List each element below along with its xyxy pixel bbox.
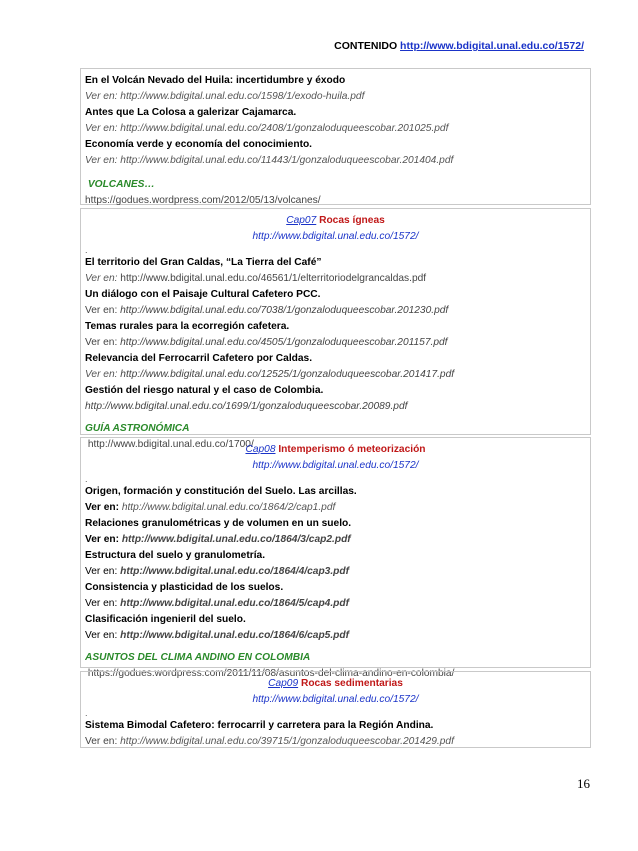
chapter-code-link[interactable]: Cap07	[286, 215, 317, 226]
item-link[interactable]: http://www.bdigital.unal.edu.co/1699/1/gonzaloduqueescobar.20089.pdf	[85, 401, 408, 412]
item-title: Relaciones granulométricas y de volumen en un suelo.	[85, 518, 352, 529]
item-title: Estructura del suelo y granulometría.	[85, 550, 266, 561]
content-block-cap09	[80, 671, 591, 748]
chapter-url[interactable]: http://www.bdigital.unal.edu.co/1572/	[252, 460, 419, 471]
page-header	[334, 40, 584, 52]
page-number: 16	[577, 776, 590, 791]
item-title: Economía verde y economía del conocimiento.	[85, 139, 313, 150]
chapter-url[interactable]: http://www.bdigital.unal.edu.co/1572/	[252, 694, 419, 705]
ref-label: Ver en:	[85, 534, 119, 545]
chapter-url[interactable]: http://www.bdigital.unal.edu.co/1572/	[252, 231, 419, 242]
section-title: ASUNTOS DEL CLIMA ANDINO EN COLOMBIA	[85, 652, 311, 663]
item-link[interactable]: http://www.bdigital.unal.edu.co/1864/6/cap5.pdf	[117, 630, 349, 641]
item-title: Origen, formación y constitución del Suelo. Las arcillas.	[85, 486, 357, 497]
ref-label: Ver en:	[85, 598, 118, 609]
item-link[interactable]: http://www.bdigital.unal.edu.co/1864/5/cap4.pdf	[117, 598, 349, 609]
dot-marker: .	[85, 708, 88, 718]
section-link[interactable]: https://godues.wordpress.com/2012/05/13/volcanes/	[85, 195, 321, 206]
item-title: En el Volcán Nevado del Huila: incertidumbre y éxodo	[85, 75, 346, 86]
chapter-code-link[interactable]: Cap09	[268, 678, 299, 689]
section-link-text[interactable]: http://www.bdigital.unal.edu.co/1700/	[87, 439, 254, 450]
chapter-title: Rocas ígneas	[319, 215, 385, 226]
item-title: Antes que La Colosa a galerizar Cajamarca.	[85, 107, 297, 118]
header-label: CONTENIDO	[334, 40, 398, 52]
section-title-text: VOLCANES…	[87, 179, 155, 190]
item-link[interactable]: Ver en: http://www.bdigital.unal.edu.co/11443/1/gonzaloduqueescobar.201404.pdf	[85, 155, 454, 166]
chapter-code-link[interactable]: Cap08	[245, 444, 276, 455]
item-link[interactable]: Ver en: http://www.bdigital.unal.edu.co/2408/1/gonzaloduqueescobar.201025.pdf	[85, 123, 449, 134]
item-link[interactable]: http://www.bdigital.unal.edu.co/1864/4/cap3.pdf	[117, 566, 349, 577]
content-block-cap08	[80, 437, 591, 679]
ref-label: Ver en:	[85, 736, 118, 747]
item-link[interactable]: http://www.bdigital.unal.edu.co/1864/2/cap1.pdf	[118, 502, 336, 513]
item-title: Relevancia del Ferrocarril Cafetero por Caldas.	[85, 353, 313, 364]
section-title: GUÍA ASTRONÓMICA	[85, 423, 190, 434]
item-title: Gestión del riesgo natural y el caso de Colombia.	[85, 385, 324, 396]
ref-label: Ver en:	[85, 630, 118, 641]
header-link[interactable]: http://www.bdigital.unal.edu.co/1572/	[400, 40, 584, 52]
dot-marker: .	[85, 474, 88, 484]
section-link-text[interactable]: https://godues.wordpress.com/2011/11/08/asuntos-del-clima-andino-en-colombia/	[87, 668, 455, 679]
item-title: Temas rurales para la ecorregión cafetera.	[85, 321, 290, 332]
ref-label: Ver en:	[85, 369, 118, 380]
item-title: Un diálogo con el Paisaje Cultural Cafetero PCC.	[85, 289, 321, 300]
chapter-heading	[85, 213, 586, 229]
chapter-heading	[85, 676, 586, 692]
ref-label: Ver en:	[85, 502, 119, 513]
chapter-heading	[85, 442, 586, 458]
dot-marker: .	[85, 245, 88, 255]
item-link[interactable]: http://www.bdigital.unal.edu.co/7038/1/gonzaloduqueescobar.201230.pdf	[117, 305, 449, 316]
item-link[interactable]: http://www.bdigital.unal.edu.co/1864/3/cap2.pdf	[118, 534, 351, 545]
chapter-title: Rocas sedimentarias	[300, 678, 403, 689]
chapter-title: Intemperismo ó meteorización	[278, 444, 426, 455]
item-title: Consistencia y plasticidad de los suelos.	[85, 582, 284, 593]
item-link[interactable]: http://www.bdigital.unal.edu.co/12525/1/gonzaloduqueescobar.201417.pdf	[117, 369, 455, 380]
content-block-volcanes	[80, 68, 591, 205]
item-link[interactable]: http://www.bdigital.unal.edu.co/39715/1/gonzaloduqueescobar.201429.pdf	[117, 736, 454, 747]
item-link[interactable]: Ver en: http://www.bdigital.unal.edu.co/1598/1/exodo-huila.pdf	[85, 91, 365, 102]
ref-label: Ver en:	[85, 337, 118, 348]
ref-label: Ver en:	[85, 273, 118, 284]
section-title	[85, 177, 586, 193]
item-title: Clasificación ingenieril del suelo.	[85, 614, 246, 625]
spacer	[85, 169, 586, 177]
item-title: Sistema Bimodal Cafetero: ferrocarril y carretera para la Región Andina.	[85, 720, 434, 731]
item-title: El territorio del Gran Caldas, “La Tierra del Café”	[85, 257, 322, 268]
ref-label: Ver en:	[85, 305, 118, 316]
item-link[interactable]: http://www.bdigital.unal.edu.co/46561/1/elterritoriodelgrancaldas.pdf	[117, 273, 427, 284]
ref-label: Ver en:	[85, 566, 118, 577]
item-link[interactable]: http://www.bdigital.unal.edu.co/4505/1/gonzaloduqueescobar.201157.pdf	[117, 337, 448, 348]
